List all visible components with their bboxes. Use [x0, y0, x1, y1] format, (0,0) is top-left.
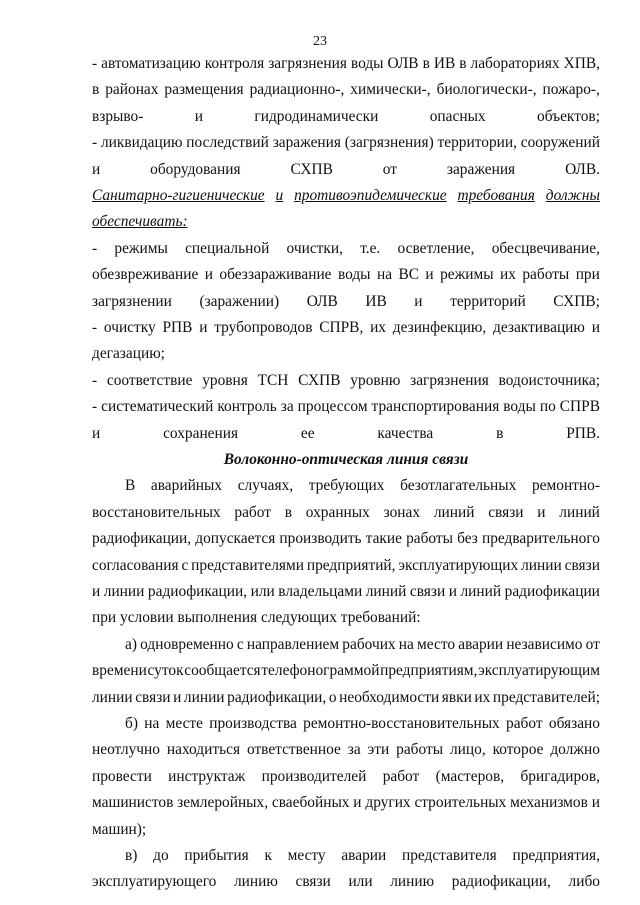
text-line: взрыво- и гидродинамически опасных объектов; — [92, 107, 600, 125]
text-line: неотлучно находиться ответственное за эти работы лицо, которое должно — [92, 741, 600, 759]
text-line: машинистов землеройных, сваебойных и других строительных механизмов и — [92, 794, 600, 812]
text-line: Волоконно-оптическая линия связи — [223, 451, 469, 468]
text-line: машин); — [92, 820, 147, 838]
text-line: эксплуатирующего линию связи или линию радиофикации, либо — [92, 873, 600, 891]
text-line: дегазацию; — [92, 345, 165, 363]
text-line: восстановительных работ в охранных зонах линий связи и линий — [92, 503, 600, 521]
text-line: - систематический контроль за процессом транспортирования воды по СПРВ — [92, 398, 600, 416]
text-line: согласования с представителями предприятий, эксплуатирующих линии связи — [92, 556, 600, 574]
page-number: 23 — [313, 34, 327, 49]
text-line: - соответствие уровня ТСН СХПВ уровню загрязнения водоисточника; — [92, 371, 600, 389]
text-line: и линии радиофикации, или владельцами линий связи и линий радиофикации — [92, 583, 600, 600]
text-line: радиофикации, допускается производить такие работы без предварительного — [92, 530, 600, 548]
text-line: и сохранения ее качества в РПВ. — [92, 424, 600, 442]
text-line: загрязнении (заражении) ОЛВ ИВ и территорий СХПВ; — [92, 292, 600, 310]
text-line: В аварийных случаях, требующих безотлагательных ремонтно- — [125, 477, 600, 495]
text-line: - очистку РПВ и трубопроводов СПРВ, их дезинфекцию, дезактивацию и — [92, 319, 600, 336]
text-line: Санитарно-гигиенические и противоэпидемические требования должны — [92, 187, 600, 204]
text-line: провести инструктаж производителей работ (мастеров, бригадиров, — [92, 767, 600, 785]
text-line: обезвреживание и обеззараживание воды на ВС и режимы их работы при — [92, 266, 600, 284]
text-line: в) до прибытия к месту аварии представителя предприятия, — [125, 847, 600, 864]
text-line: обеспечивать: — [92, 213, 188, 231]
text-line: в районах размещения радиационно-, химически-, биологически-, пожаро-, — [92, 81, 600, 99]
text-line: б) на месте производства ремонтно-восстановительных работ обязано — [125, 715, 600, 732]
text-line: - автоматизацию контроля загрязнения воды ОЛВ в ИВ в лабораториях ХПВ, — [92, 55, 600, 72]
text-line: - ликвидацию последствий заражения (загрязнения) территории, сооружений — [92, 134, 600, 152]
text-line: - режимы специальной очистки, т.е. осветление, обесцвечивание, — [92, 239, 600, 257]
text-line: при условии выполнения следующих требований: — [92, 609, 421, 627]
text-line: времени суток сообщается телефонограммой предприятиям, эксплуатирующим — [92, 662, 600, 680]
text-line: и оборудования СХПВ от заражения ОЛВ. — [92, 160, 600, 178]
text-line: а) одновременно с направлением рабочих на место аварии независимо от — [125, 635, 600, 653]
text-line: линии связи и линии радиофикации, о необходимости явки их представителей; — [92, 688, 600, 706]
